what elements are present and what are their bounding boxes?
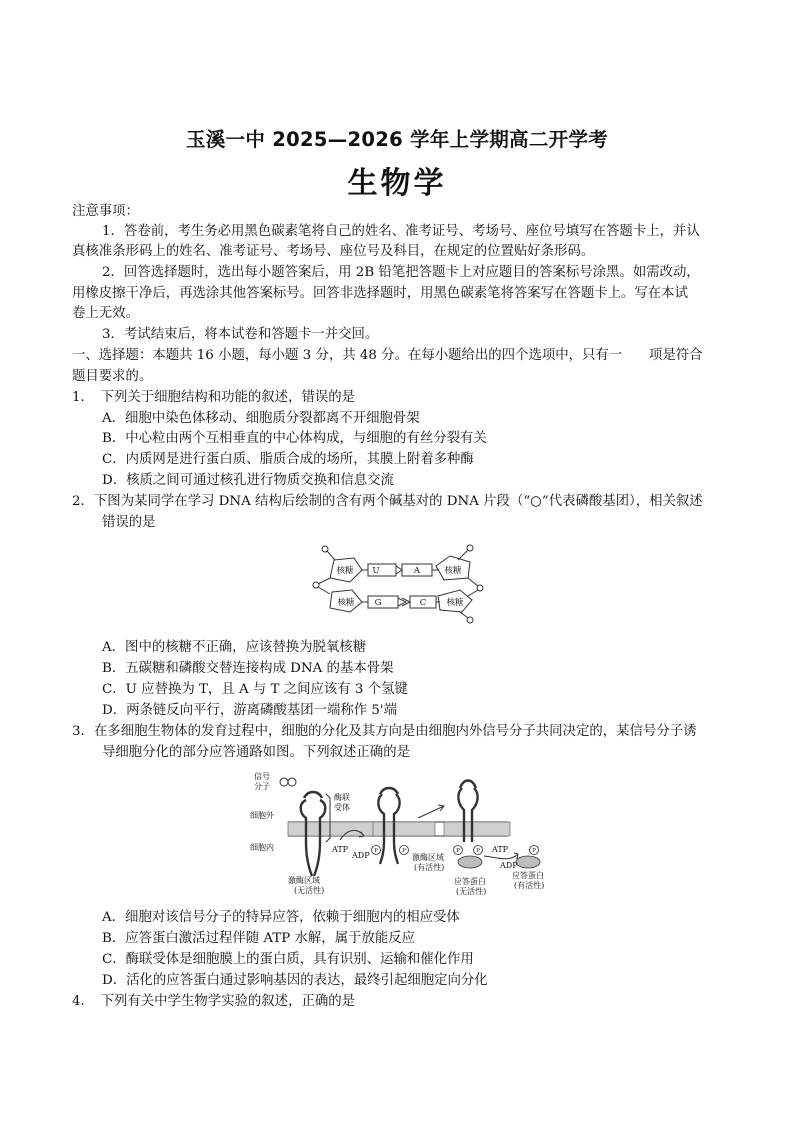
base-box-g [368,596,398,608]
section-heading-b: 题目要求的。 [72,369,153,384]
label-atp: ATP [332,845,349,854]
base-label-a: A [413,566,421,576]
sugar-label: 核糖 [444,566,462,576]
receptor-cap [304,792,322,798]
notice-item-2c: 卷上无效。 [72,306,139,321]
q1-option-b: B．中心粒由两个互相垂直的中心体构成，与细胞的有丝分裂有关 [102,431,487,446]
q3-option-c: C．酶联受体是细胞膜上的蛋白质，具有识别、运输和催化作用 [102,952,474,967]
label-protein-active: 应答蛋白 [512,871,544,880]
p-label: P [532,848,536,854]
p-label: P [476,848,480,854]
receptor-cap [460,781,476,789]
arrow-reaction-2 [484,854,518,859]
arrow-transition [418,806,444,818]
response-protein-active [516,856,540,868]
base-label-g: G [374,598,382,608]
q2-option-a: A．图中的核糖不正确，应该替换为脱氧核糖 [102,640,367,655]
q3-option-b: B．应答蛋白激活过程伴随 ATP 水解，属于放能反应 [102,931,416,946]
q2-stem-a: 2．下图为某同学在学习 DNA 结构后绘制的含有两个碱基对的 DNA 片段（“○”代表磷酸基团），相关叙述 [72,494,703,509]
q1-option-c: C．内质网是进行蛋白质、脂质合成的场所，其膜上附着多种酶 [102,452,474,467]
notice-item-1a: 1．答卷前，考生务必用黑色碳素笔将自己的姓名、准考证号、考场号、座位号填写在答题卡上，并认 [102,224,700,239]
q4-stem: 4． 下列有关中学生物学实验的叙述，正确的是 [72,994,356,1009]
notice-item-1b: 真核准条形码上的姓名、准考证号、考场号、座位号及科目，在规定的位置贴好条形码。 [72,244,595,259]
label-adp: ADP [352,851,370,860]
label-domain-inactive: (无活性) [294,886,325,895]
q3-option-a: A．细胞对该信号分子的特异应答，依赖于细胞内的相应受体 [102,910,460,925]
dna-figure [310,544,490,624]
base-label-u: U [372,566,380,576]
membrane-band [288,822,378,836]
notice-item-3: 3．考试结束后，将本试卷和答题卡一并交回。 [102,327,379,342]
q1-option-d: D．核质之间可通过核孔进行物质交换和信息交流 [102,473,394,488]
p-label: P [374,848,378,854]
p-label: P [456,848,460,854]
label-protein-active: (有活性) [514,881,545,890]
receptor-left-chain [301,800,312,876]
notice-item-2b: 用橡皮擦干净后，再选涂其他答案标号。回答非选择题时，用黑色碳素笔将答案写在答题卡上。写在本试 [72,286,688,301]
q2-option-c: C．U 应替换为 T，且 A 与 T 之间应该有 3 个氢键 [102,682,408,697]
label-outside: 细胞外 [250,811,274,820]
label-adp: ADP [500,861,518,870]
notice-item-2a: 2．回答选择题时，选出每小题答案后，用 2B 铅笔把答题卡上对应题目的答案标号涂黑。如需改动， [102,265,700,280]
hydrogen-bond-mark [396,566,402,574]
q2-option-d: D．两条链反向平行，游离磷酸基团一端称作 5'端 [102,703,398,718]
receptor-right-chain [314,800,325,876]
base-label-c: C [419,598,427,608]
q3-option-d: D．活化的应答蛋白通过影响基因的表达，最终引起细胞定向分化 [102,973,488,988]
sugar-label: 核糖 [446,598,464,608]
q3-stem-a: 3．在多细胞生物体的发育过程中，细胞的分化及其方向是由细胞内外信号分子共同决定的，某信号分子诱 [72,724,697,739]
notice-heading: 注意事项： [72,204,139,219]
label-atp: ATP [492,845,509,854]
p-label: P [402,848,406,854]
hydrogen-bond-mark [398,598,410,606]
label-inside: 细胞内 [250,843,274,852]
q1-option-a: A．细胞中染色体移动、细胞质分裂都离不开细胞骨架 [102,411,420,426]
q2-option-b: B．五碳糖和磷酸交替连接构成 DNA 的基本骨架 [102,661,394,676]
exam-title: 玉溪一中 2025—2026 学年上学期高二开学考 [185,128,609,151]
label-receptor: 酶联 [334,793,350,802]
label-domain-inactive: 激酶区域 [288,876,320,885]
label-domain-active: (有活性) [414,863,445,872]
sugar-label: 核糖 [336,566,354,576]
membrane-band [373,822,435,836]
signal-molecule [280,778,288,786]
signal-molecule [288,778,296,786]
sugar-label: 核糖 [337,598,355,608]
q2-stem-b: 错误的是 [102,515,156,530]
label-signal: 信号 [254,772,270,781]
signaling-figure [248,770,568,898]
phosphate-circle [467,617,473,623]
receptor-cap [380,788,398,794]
section-heading-a: 一、选择题：本题共 16 小题，每小题 3 分，共 48 分。在每小题给出的四个选项中，只有一 项是符合 [72,348,703,363]
membrane-band [444,822,510,836]
label-signal: 分子 [254,782,270,791]
label-receptor: 受体 [334,803,350,812]
response-protein-inactive [458,856,482,868]
q1-stem: 1． 下列关于细胞结构和功能的叙述，错误的是 [72,390,356,405]
label-domain-active: 激酶区域 [412,853,444,862]
subject-title: 生物学 [347,166,447,201]
label-protein-inactive: 应答蛋白 [454,877,486,886]
label-protein-inactive: (无活性) [456,887,487,896]
q3-stem-b: 导细胞分化的部分应答通路如图。下列叙述正确的是 [102,745,410,760]
phosphate-circle [467,545,473,551]
